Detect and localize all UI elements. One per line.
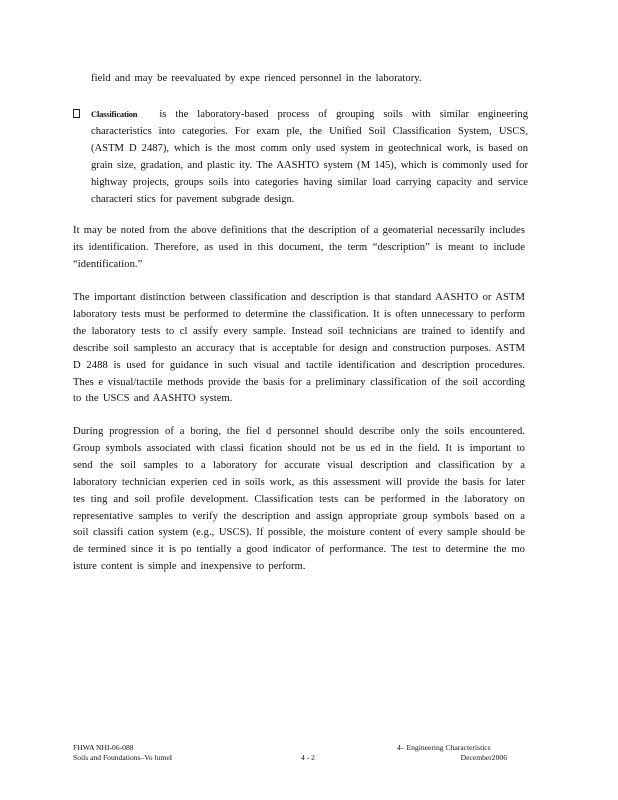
classification-body: is the laboratory-based process of grouping soils with similar engineering characteristics into categories. For exam ple, the Unified Soil Classification System, USCS, (ASTM D 2487), which is the most comm only used system in geotechnical work, is based on grain size, gradation, and plastic ity. The AASHTO system (M 145), which is commonly used for highway projects, groups soils into categories having similar load carrying capacity and service characteri stics for pavement subgrade design. [91, 109, 528, 205]
intro-continuation-paragraph: field and may be reevaluated by expe rienced personnel in the laboratory. [91, 73, 422, 84]
classification-term: Classification [91, 109, 138, 119]
footer-chapter-title: 4– Engineering Characteristics [397, 743, 491, 752]
footer-document-title: Soils and Foundations–Vo lumeI [73, 753, 173, 762]
noted-paragraph: It may be noted from the above definitions that the description of a geomaterial necessarily includes its identification. Therefore, as used in this document, the term “description” is meant to include “identification.” [73, 225, 525, 270]
footer-date: December2006 [460, 753, 507, 762]
bullet-box-icon [73, 109, 80, 118]
footer-document-id: FHWA NHI-06-088 [73, 743, 134, 752]
during-progression-paragraph: During progression of a boring, the fiel d personnel should describe only the soils encountered. Group symbols associated with classi fication should not be us ed in the field. It is important to send the soil samples to a laboratory for accurate visual description and classification by a laboratory technician experien ced in soils work, as this assessment will provide the basis for later tes ting and soil profile development. Classification tests can be performed in the laboratory on representative samples to verify the description and assign appropriate group symbols based on a soil classifi cation system (e.g., USCS). If possible, the moisture content of every sample should be de termined since it is po tentially a good indicator of performance. The test to determine the mo isture content is simple and inexpensive to perform. [73, 426, 525, 573]
footer-left [73, 743, 273, 763]
classification-paragraph [91, 106, 528, 208]
distinction-paragraph: The important distinction between classification and description is that standard AASHTO or ASTM laboratory tests must be performed to determine the classification. It is often unnecessary to perform the laboratory tests to cl assify every sample. Instead soil technicians are trained to identify and describe soil samplesto an accuracy that is acceptable for design and construction purposes. ASTM D 2488 is used for guidance in such visual and tactile identification and description procedures. Thes e visual/tactile methods provide the basis for a preliminary classification of the soil according to the USCS and AASHTO system. [73, 292, 525, 405]
footer-right [397, 743, 507, 763]
footer-page-number: 4 - 2 [301, 753, 315, 762]
